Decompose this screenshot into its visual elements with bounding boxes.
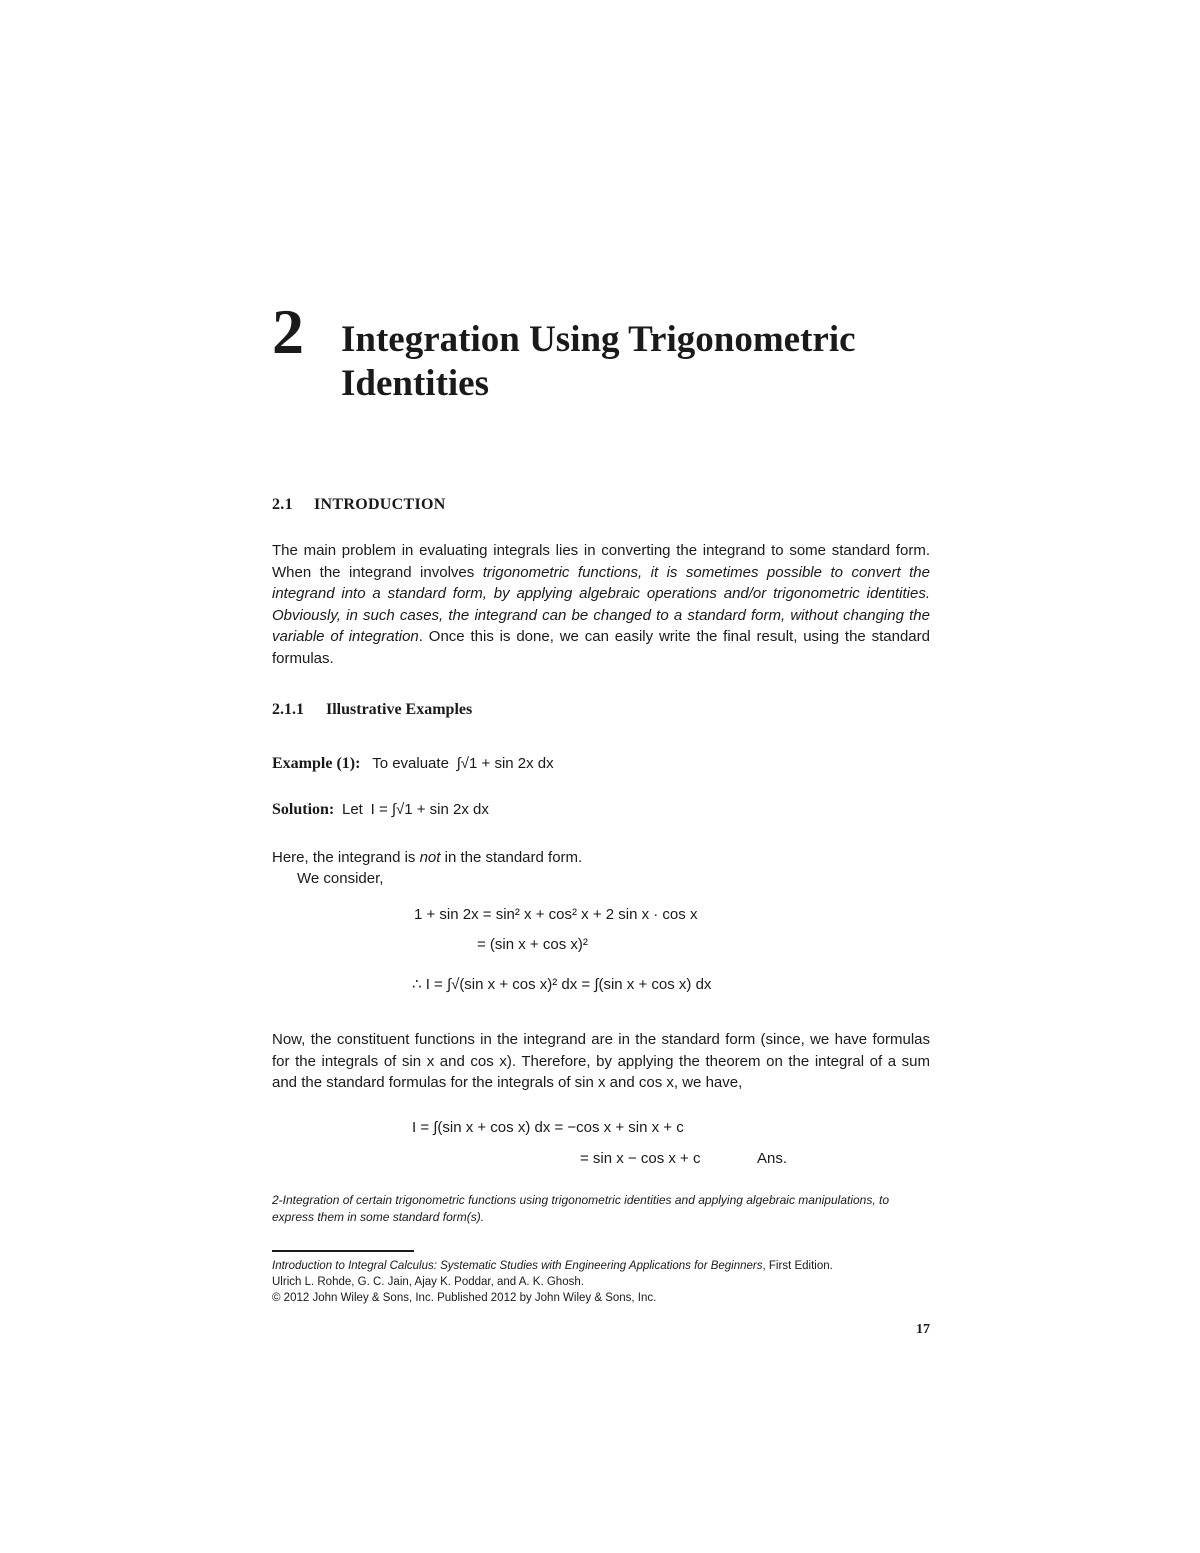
footnote-copyright: © 2012 John Wiley & Sons, Inc. Published 2012 by John Wiley & Sons, Inc. [272,1292,657,1304]
solution-label: Solution: [272,801,335,818]
equation-5: = sin x − cos x + c [580,1150,701,1167]
subsection-heading [272,701,472,719]
footnote-edition: , First Edition. [762,1260,833,1272]
here-not: not [419,849,441,866]
solution-text: Let [342,801,363,818]
footnote-book [272,1258,932,1274]
solution-integral: I = ∫√1 + sin 2x dx [370,801,489,818]
consider-line: We consider, [297,870,384,887]
chapter-caption: 2-Integration of certain trigonometric functions using trigonometric identities and applying algebraic manipulations, to express them in some standard form(s). [272,1193,890,1224]
equation-2: = (sin x + cos x)² [477,936,588,953]
now-paragraph: Now, the constituent functions in the integrand are in the standard form (since, we have formulas for the integrals of sin x and cos x). Therefore, by applying the theorem on the integral of a sum and the standard formulas for the integrals of sin x and cos x, we have, [272,1031,930,1092]
example-integral: ∫√1 + sin 2x dx [456,755,554,772]
here-text-end: in the standard form. [440,849,583,866]
subsection-number: 2.1.1 [272,701,304,718]
intro-text-1: The main problem in evaluating integrals lies in converting the integrand to some standard form. When the integrand involves [272,542,930,581]
intro-paragraph [272,540,930,670]
intro-text-italic: trigonometric functions, it is sometimes possible to convert the integrand into a standard form, by applying algebraic operations and/or trigonometric identities. Obviously, in such cases, the integrand can be changed to a standard form, without changing the variable of integration [272,563,930,646]
subsection-title: Illustrative Examples [326,701,473,718]
footnote-authors: Ulrich L. Rohde, G. C. Jain, Ajay K. Poddar, and A. K. Ghosh. [272,1276,584,1288]
chapter-number: 2 [272,296,304,367]
equation-3: ∴ I = ∫√(sin x + cos x)² dx = ∫(sin x + cos x) dx [412,976,712,993]
example-label: Example (1): [272,755,361,772]
solution-line [272,801,489,819]
example-text: To evaluate [372,755,449,772]
answer-label: Ans. [757,1150,788,1167]
section-title: INTRODUCTION [314,496,446,513]
equation-1: 1 + sin 2x = sin² x + cos² x + 2 sin x · cos x [414,906,698,923]
here-line [272,847,930,869]
here-text: Here, the integrand is [272,849,420,866]
section-number: 2.1 [272,496,293,513]
footnote-book-title: Introduction to Integral Calculus: Systematic Studies with Engineering Applications for Beginners [272,1260,763,1272]
example-line [272,755,554,773]
intro-text-3: . Once this is done, we can easily write the final result, using the standard formulas. [272,628,930,667]
page-number: 17 [916,1322,930,1337]
footnote-rule [272,1250,414,1252]
section-heading [272,496,446,514]
chapter-title: Integration Using Trigonometric Identities [341,319,856,404]
equation-4: I = ∫(sin x + cos x) dx = −cos x + sin x + c [412,1119,684,1136]
